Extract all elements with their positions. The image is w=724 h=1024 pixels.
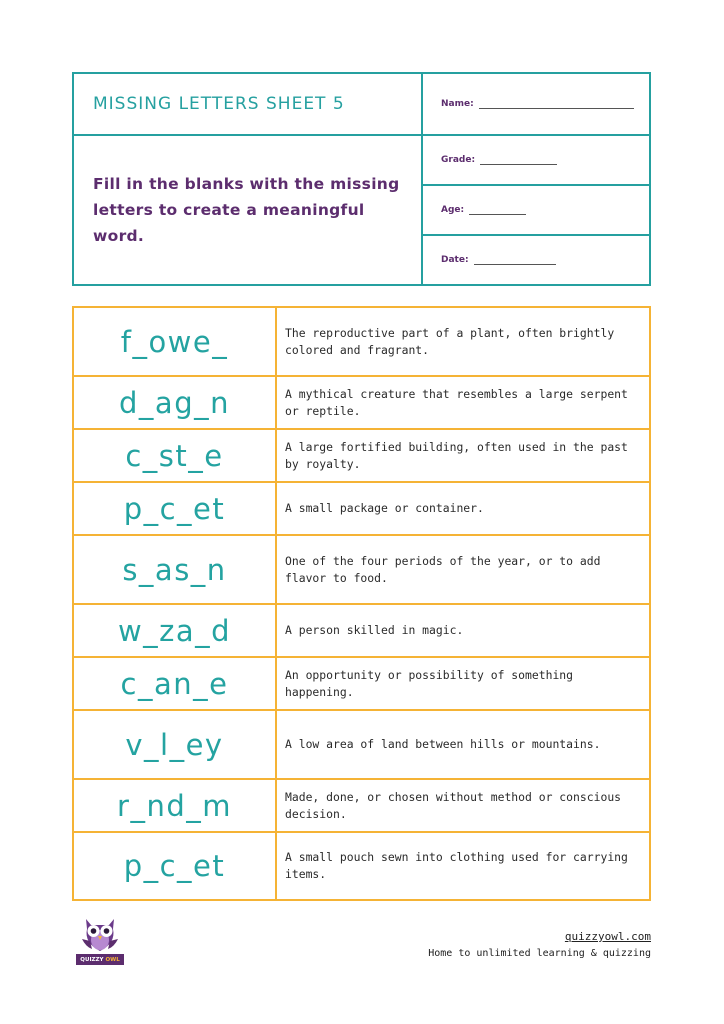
- word-clue: Made, done, or chosen without method or conscious decision.: [285, 789, 622, 821]
- table-row: [74, 483, 649, 536]
- table-row: [74, 536, 649, 605]
- word-puzzle[interactable]: f_owe_: [74, 308, 277, 375]
- date-label: Date:: [441, 255, 469, 265]
- word-puzzle[interactable]: v_l_ey: [74, 711, 277, 778]
- instructions-text: Fill in the blanks with the missing letters to create a meaningful word.: [93, 175, 400, 245]
- table-row: [74, 430, 649, 483]
- owl-icon: [76, 913, 124, 955]
- word-clue: A small pouch sewn into clothing used for carrying items.: [285, 850, 628, 881]
- grade-field[interactable]: [423, 136, 649, 186]
- logo-text-quizzy: QUIZZY: [80, 956, 104, 963]
- word-puzzle[interactable]: p_c_et: [74, 833, 277, 899]
- table-row: [74, 658, 649, 711]
- grade-blank-line[interactable]: [480, 156, 557, 165]
- worksheet-title: MISSING LETTERS SHEET 5: [93, 94, 345, 114]
- table-row: [74, 605, 649, 658]
- word-clue: A low area of land between hills or mountains.: [285, 737, 601, 751]
- student-info-fields: [423, 74, 649, 284]
- site-tagline: Home to unlimited learning & quizzing: [428, 948, 651, 959]
- grade-label: Grade:: [441, 155, 476, 165]
- table-row: [74, 780, 649, 833]
- word-clue: One of the four periods of the year, or to add flavor to food.: [285, 553, 601, 585]
- age-blank-line[interactable]: [469, 206, 526, 215]
- name-label: Name:: [441, 99, 474, 109]
- header-left: [74, 74, 423, 284]
- word-clue: A small package or container.: [285, 501, 484, 515]
- word-puzzle[interactable]: d_ag_n: [74, 377, 277, 428]
- table-row: [74, 377, 649, 430]
- word-puzzle[interactable]: s_as_n: [74, 536, 277, 603]
- word-clue: The reproductive part of a plant, often brightly colored and fragrant.: [285, 325, 615, 357]
- name-field[interactable]: [423, 74, 649, 136]
- table-row: [74, 833, 649, 899]
- age-label: Age:: [441, 205, 465, 215]
- word-puzzle[interactable]: r_nd_m: [74, 780, 277, 831]
- logo-text-owl: OWL: [105, 956, 120, 963]
- site-link[interactable]: quizzyowl.com: [564, 930, 651, 943]
- date-blank-line[interactable]: [474, 256, 556, 265]
- logo-band: [76, 954, 124, 965]
- title-cell: [74, 74, 421, 136]
- instructions-cell: [74, 136, 421, 284]
- missing-letters-table: [72, 306, 651, 901]
- word-clue: A large fortified building, often used in the past by royalty.: [285, 439, 628, 471]
- quizzy-owl-logo: [76, 913, 124, 965]
- word-puzzle[interactable]: c_st_e: [74, 430, 277, 481]
- table-row: [74, 308, 649, 377]
- date-field[interactable]: [423, 236, 649, 284]
- table-row: [74, 711, 649, 780]
- age-field[interactable]: [423, 186, 649, 236]
- word-puzzle[interactable]: p_c_et: [74, 483, 277, 534]
- word-puzzle[interactable]: c_an_e: [74, 658, 277, 709]
- word-clue: A person skilled in magic.: [285, 623, 464, 637]
- worksheet-header: [72, 72, 651, 286]
- word-clue: An opportunity or possibility of something happening.: [285, 667, 574, 699]
- word-puzzle[interactable]: w_za_d: [74, 605, 277, 656]
- name-blank-line[interactable]: [479, 100, 634, 109]
- word-clue: A mythical creature that resembles a large serpent or reptile.: [285, 386, 628, 418]
